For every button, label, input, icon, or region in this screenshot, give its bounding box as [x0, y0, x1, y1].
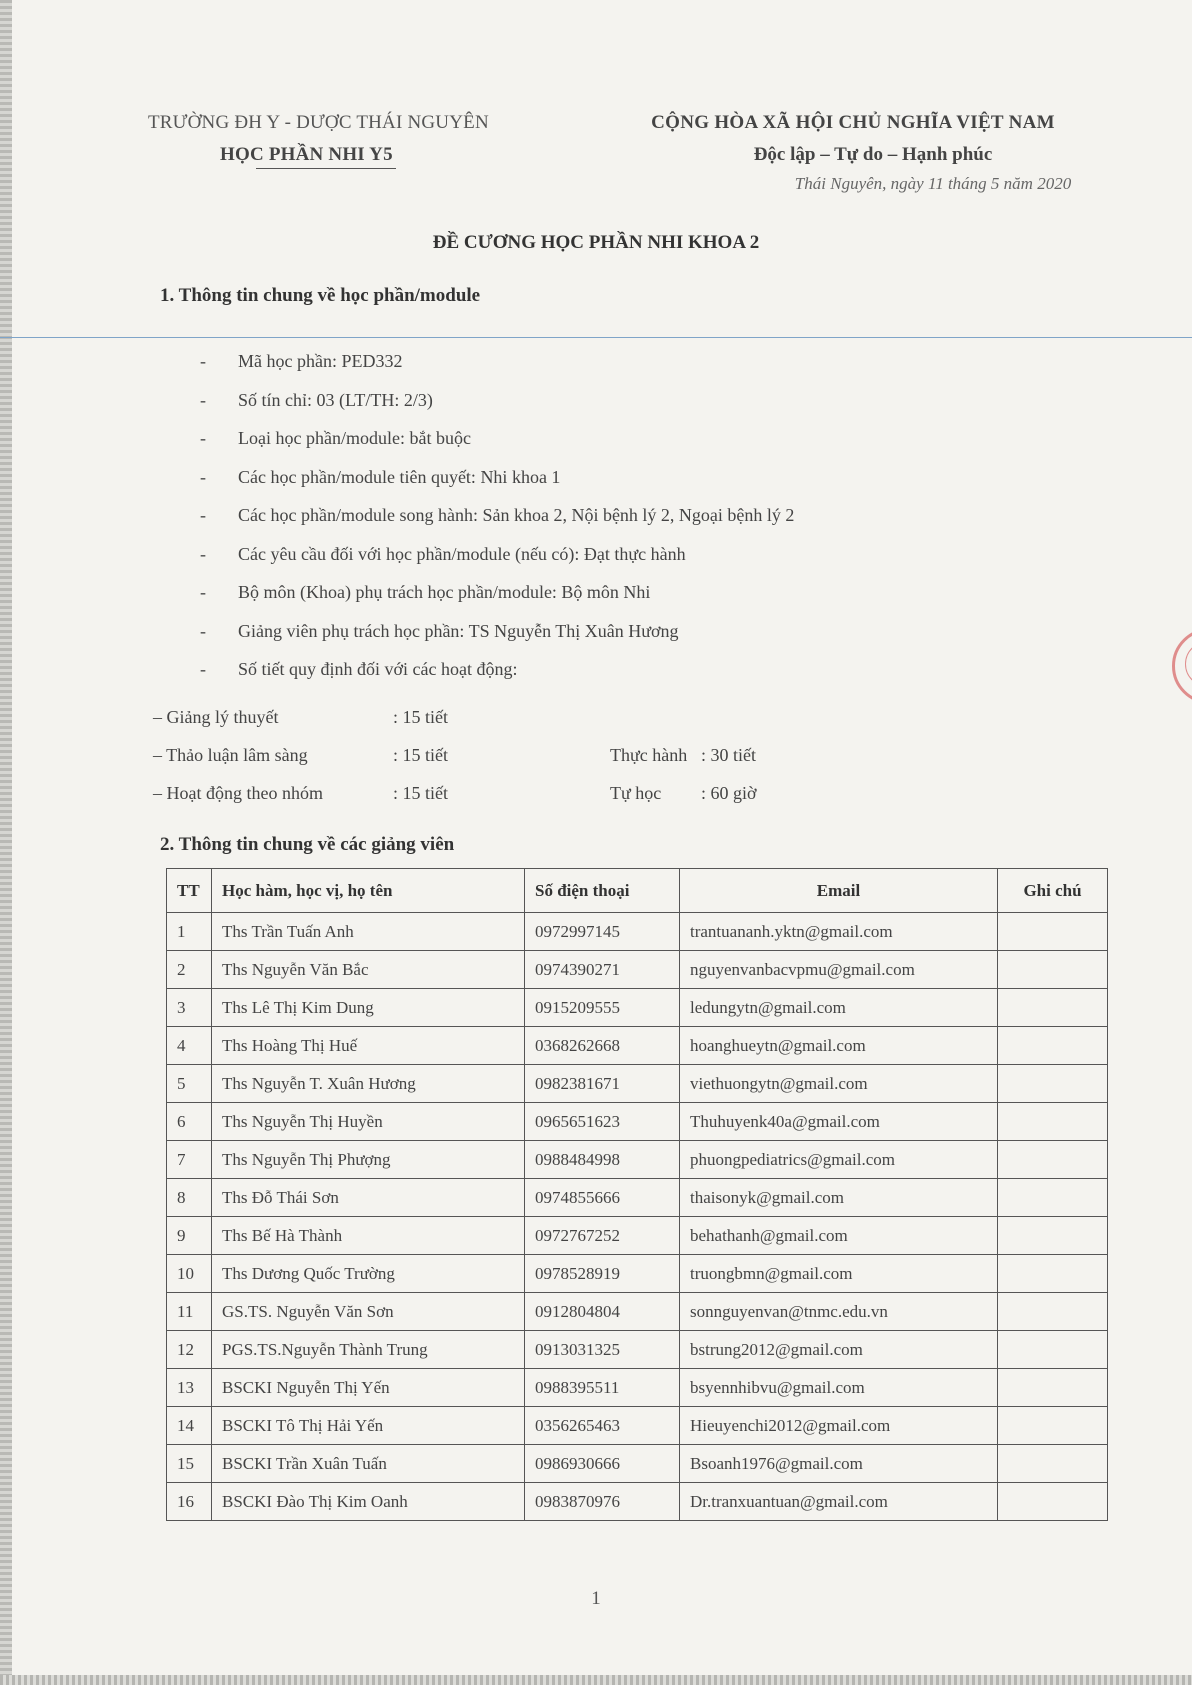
cell-name: Ths Nguyễn T. Xuân Hương: [212, 1065, 525, 1103]
list-item: - Giảng viên phụ trách học phần: TS Nguyễn Thị Xuân Hương: [200, 620, 679, 641]
column-header: Số điện thoại: [525, 869, 680, 913]
cell-index: 5: [167, 1065, 212, 1103]
cell-phone: 0915209555: [525, 989, 680, 1027]
cell-email: thaisonyk@gmail.com: [680, 1179, 998, 1217]
table-row: [167, 1179, 1108, 1217]
cell-email: ledungytn@gmail.com: [680, 989, 998, 1027]
cell-index: 11: [167, 1293, 212, 1331]
column-header: Học hàm, học vị, họ tên: [212, 869, 525, 913]
cell-note: [998, 1065, 1108, 1103]
hours-row: – Giảng lý thuyết : 15 tiết: [153, 707, 448, 727]
cell-phone: 0988395511: [525, 1369, 680, 1407]
list-item: - Bộ môn (Khoa) phụ trách học phần/module: Bộ môn Nhi: [200, 582, 651, 602]
cell-email: truongbmn@gmail.com: [680, 1255, 998, 1293]
table-row: [167, 1141, 1108, 1179]
table-header-row: [167, 869, 1108, 913]
cell-index: 7: [167, 1141, 212, 1179]
table-row: [167, 989, 1108, 1027]
cell-note: [998, 1483, 1108, 1521]
lecturers-table: [166, 868, 1108, 1521]
cell-name: Ths Đỗ Thái Sơn: [212, 1179, 525, 1217]
table-row: [167, 1293, 1108, 1331]
list-item: - Các học phần/module tiên quyết: Nhi khoa 1: [200, 466, 561, 487]
cell-phone: 0982381671: [525, 1065, 680, 1103]
table-row: [167, 1065, 1108, 1103]
table-row: [167, 1255, 1108, 1293]
cell-name: Ths Hoàng Thị Huế: [212, 1027, 525, 1065]
cell-email: behathanh@gmail.com: [680, 1217, 998, 1255]
cell-phone: 0988484998: [525, 1141, 680, 1179]
table-row: [167, 1407, 1108, 1445]
cell-name: Ths Nguyễn Văn Bắc: [212, 951, 525, 989]
cell-index: 6: [167, 1103, 212, 1141]
cell-note: [998, 1369, 1108, 1407]
cell-phone: 0978528919: [525, 1255, 680, 1293]
cell-note: [998, 989, 1108, 1027]
table-row: [167, 913, 1108, 951]
cell-phone: 0972767252: [525, 1217, 680, 1255]
national-title: CỘNG HÒA XÃ HỘI CHỦ NGHĨA VIỆT NAM: [651, 112, 1055, 133]
page-number: 1: [591, 1588, 601, 1609]
list-item: - Mã học phần: PED332: [200, 351, 403, 371]
cell-name: BSCKI Đào Thị Kim Oanh: [212, 1483, 525, 1521]
course-info-list: [200, 342, 794, 689]
cell-email: Hieuyenchi2012@gmail.com: [680, 1407, 998, 1445]
document-title: ĐỀ CƯƠNG HỌC PHẦN NHI KHOA 2: [432, 232, 760, 253]
column-header: Email: [680, 869, 998, 913]
cell-note: [998, 1141, 1108, 1179]
cell-name: Ths Nguyễn Thị Phượng: [212, 1141, 525, 1179]
cell-name: PGS.TS.Nguyễn Thành Trung: [212, 1331, 525, 1369]
list-item: - Loại học phần/module: bắt buộc: [200, 428, 471, 448]
cell-index: 14: [167, 1407, 212, 1445]
cell-email: sonnguyenvan@tnmc.edu.vn: [680, 1293, 998, 1331]
list-item: - Các yêu cầu đối với học phần/module (nếu có): Đạt thực hành: [200, 543, 686, 564]
cell-index: 4: [167, 1027, 212, 1065]
cell-email: Bsoanh1976@gmail.com: [680, 1445, 998, 1483]
cell-index: 12: [167, 1331, 212, 1369]
cell-note: [998, 1445, 1108, 1483]
cell-name: Ths Lê Thị Kim Dung: [212, 989, 525, 1027]
hours-row: – Hoạt động theo nhóm : 15 tiết Tự học : 60 giờ: [153, 783, 757, 803]
cell-email: phuongpediatrics@gmail.com: [680, 1141, 998, 1179]
scan-rule-line: [0, 337, 1192, 338]
cell-note: [998, 1407, 1108, 1445]
national-motto: Độc lập – Tự do – Hạnh phúc: [753, 144, 993, 165]
cell-index: 15: [167, 1445, 212, 1483]
cell-index: 10: [167, 1255, 212, 1293]
cell-note: [998, 951, 1108, 989]
cell-phone: 0368262668: [525, 1027, 680, 1065]
document-date: Thái Nguyên, ngày 11 tháng 5 năm 2020: [794, 174, 1072, 193]
list-item: - Số tín chỉ: 03 (LT/TH: 2/3): [200, 389, 433, 410]
cell-email: hoanghueytn@gmail.com: [680, 1027, 998, 1065]
table-row: [167, 1027, 1108, 1065]
cell-email: Thuhuyenk40a@gmail.com: [680, 1103, 998, 1141]
cell-phone: 0974855666: [525, 1179, 680, 1217]
hours-row: – Thảo luận lâm sàng : 15 tiết Thực hành : 30 tiết: [153, 745, 756, 765]
cell-note: [998, 1179, 1108, 1217]
cell-name: GS.TS. Nguyễn Văn Sơn: [212, 1293, 525, 1331]
cell-email: trantuananh.yktn@gmail.com: [680, 913, 998, 951]
table-row: [167, 1331, 1108, 1369]
list-item: - Các học phần/module song hành: Sản khoa 2, Nội bệnh lý 2, Ngoại bệnh lý 2: [200, 505, 795, 525]
cell-email: nguyenvanbacvpmu@gmail.com: [680, 951, 998, 989]
cell-index: 9: [167, 1217, 212, 1255]
cell-phone: 0965651623: [525, 1103, 680, 1141]
cell-note: [998, 913, 1108, 951]
institution-name: TRƯỜNG ĐH Y - DƯỢC THÁI NGUYÊN: [148, 112, 489, 133]
section1-heading: 1. Thông tin chung về học phần/module: [160, 285, 481, 306]
cell-index: 1: [167, 913, 212, 951]
cell-phone: 0972997145: [525, 913, 680, 951]
cell-name: Ths Dương Quốc Trường: [212, 1255, 525, 1293]
course-unit: HỌC PHẦN NHI Y5: [220, 144, 393, 165]
national-header: [593, 112, 1113, 194]
column-header: Ghi chú: [998, 869, 1108, 913]
cell-email: viethuongytn@gmail.com: [680, 1065, 998, 1103]
cell-phone: 0983870976: [525, 1483, 680, 1521]
cell-email: bsyennhibvu@gmail.com: [680, 1369, 998, 1407]
cell-phone: 0974390271: [525, 951, 680, 989]
cell-name: BSCKI Tô Thị Hải Yến: [212, 1407, 525, 1445]
cell-index: 16: [167, 1483, 212, 1521]
table-row: [167, 1369, 1108, 1407]
cell-index: 2: [167, 951, 212, 989]
cell-note: [998, 1255, 1108, 1293]
table-row: [167, 1483, 1108, 1521]
cell-note: [998, 1293, 1108, 1331]
table-row: [167, 951, 1108, 989]
institution-header: [148, 112, 588, 166]
cell-name: BSCKI Nguyễn Thị Yến: [212, 1369, 525, 1407]
red-seal-stamp: [1172, 628, 1192, 704]
cell-index: 3: [167, 989, 212, 1027]
cell-index: 13: [167, 1369, 212, 1407]
column-header: TT: [167, 869, 212, 913]
cell-name: Ths Nguyễn Thị Huyền: [212, 1103, 525, 1141]
cell-phone: 0356265463: [525, 1407, 680, 1445]
hours-breakdown: [153, 698, 853, 812]
cell-phone: 0986930666: [525, 1445, 680, 1483]
section2-heading: 2. Thông tin chung về các giảng viên: [160, 834, 455, 855]
table-row: [167, 1217, 1108, 1255]
header-underline: [256, 168, 396, 169]
cell-note: [998, 1027, 1108, 1065]
table-row: [167, 1103, 1108, 1141]
cell-name: Ths Trần Tuấn Anh: [212, 913, 525, 951]
lecturers-table-body: [167, 913, 1108, 1521]
cell-note: [998, 1331, 1108, 1369]
list-item: - Số tiết quy định đối với các hoạt động:: [200, 659, 518, 679]
cell-phone: 0913031325: [525, 1331, 680, 1369]
cell-name: Ths Bế Hà Thành: [212, 1217, 525, 1255]
cell-index: 8: [167, 1179, 212, 1217]
cell-phone: 0912804804: [525, 1293, 680, 1331]
cell-name: BSCKI Trần Xuân Tuấn: [212, 1445, 525, 1483]
cell-email: Dr.tranxuantuan@gmail.com: [680, 1483, 998, 1521]
cell-email: bstrung2012@gmail.com: [680, 1331, 998, 1369]
cell-note: [998, 1103, 1108, 1141]
cell-note: [998, 1217, 1108, 1255]
table-row: [167, 1445, 1108, 1483]
scan-edge-bottom: [0, 1675, 1192, 1685]
